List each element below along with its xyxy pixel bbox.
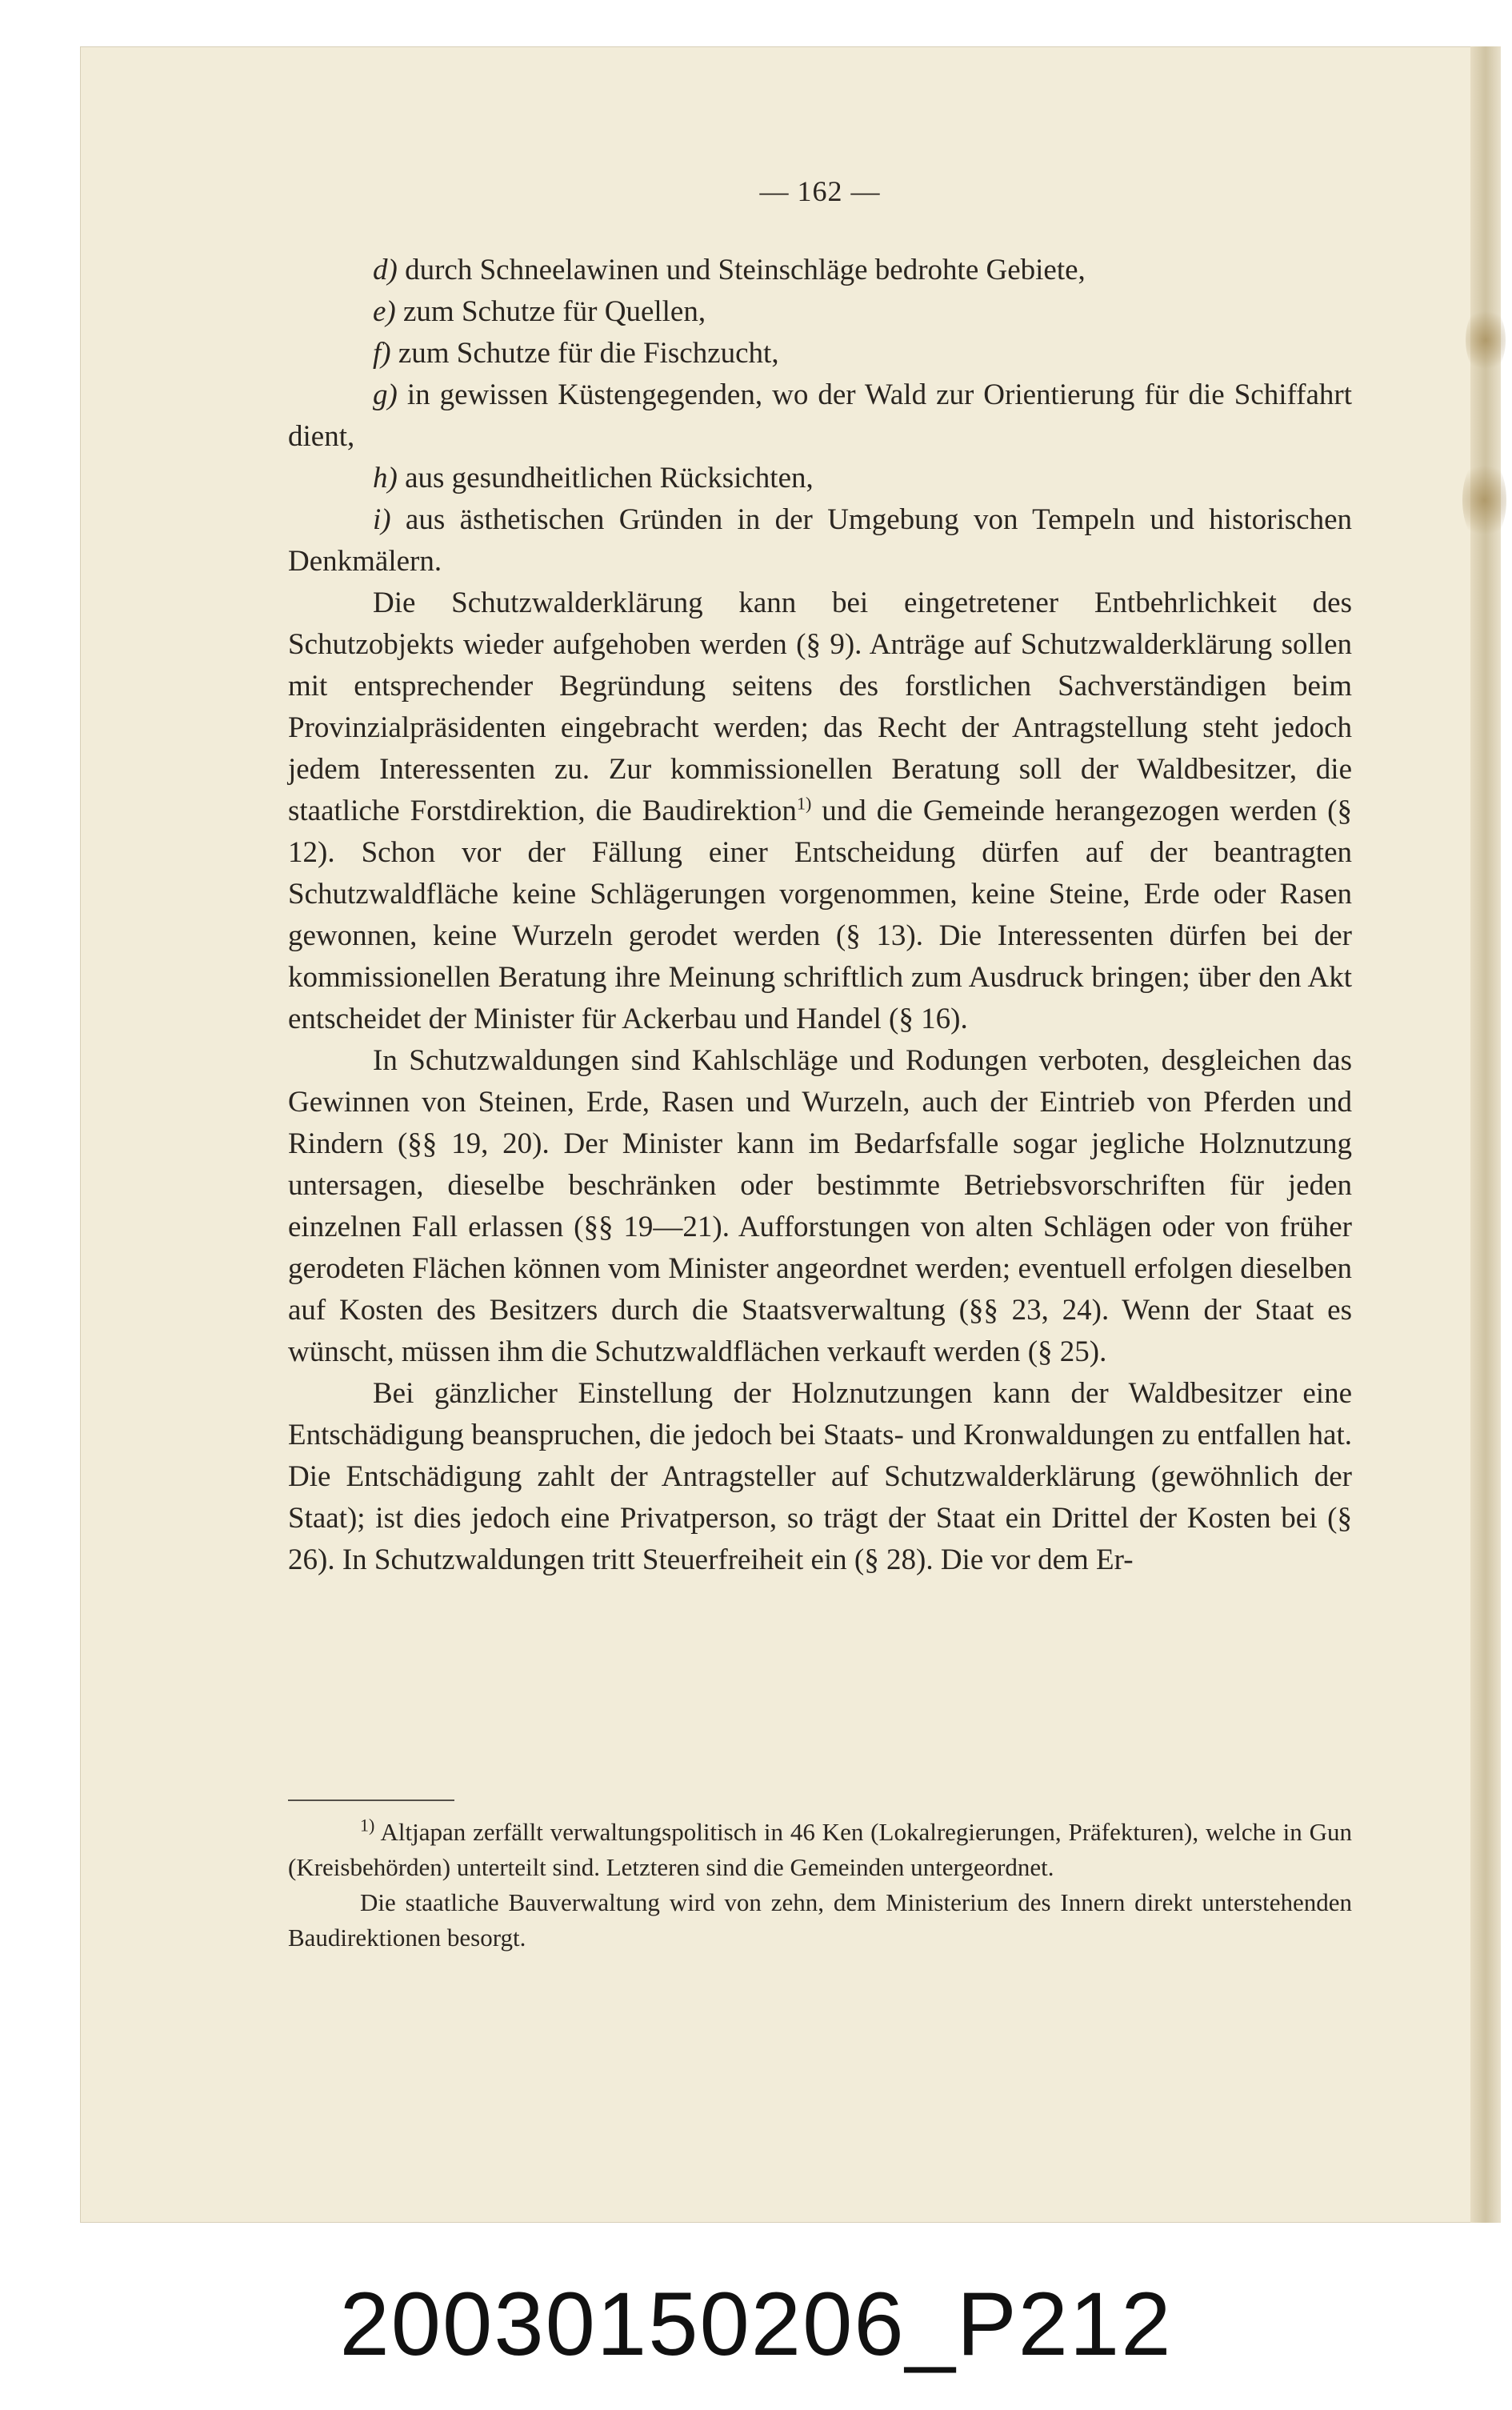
footnote: $^{1)}$ Altjapan zerfällt verwaltungspolitisch in 46 Ken (Lokalregierungen, Präfekturen), welche in Gun (Kreisbehörden) unterteilt sind. Letzteren sind die Gemeinden untergeordnet. — [288, 1815, 1352, 1881]
paragraph: In Schutzwaldungen sind Kahlschläge und Rodungen verboten, desgleichen das Gewinnen von Steinen, Erde, Rasen und Wurzeln, auch der Eintrieb von Pferden und Rindern (§§ 19, 20). Der Minister kann im Bedarfsfalle sogar jegliche Holznutzung untersagen, dieselbe beschränken oder bestimmte Betriebsvorschriften für jeden einzelnen Fall erlassen (§§ 19—21). Aufforstungen von alten Schlägen oder von früher gerodeten Flächen können vom Minister angeordnet werden; eventuell erfolgen dieselben auf Kosten des Besitzers durch die Staatsverwaltung (§§ 23, 24). Wenn der Staat es wünscht, müssen ihm die Schutzwaldflächen verkauft werden (§ 25). — [288, 1044, 1352, 1368]
archive-id-caption: 20030150206_P212 — [339, 2274, 1173, 2374]
list-item: g) in gewissen Küstengegenden, wo der Wald zur Orientierung für die Schiffahrt dient, — [288, 378, 1352, 453]
stain-mark — [1466, 304, 1506, 376]
body-text — [288, 250, 1352, 1581]
list-item: i) aus ästhetischen Gründen in der Umgebung von Tempeln und historischen Denkmälern. — [288, 503, 1352, 578]
footnote: Die staatliche Bauverwaltung wird von zehn, dem Ministerium des Innern direkt unterstehenden Baudirektionen besorgt. — [288, 1888, 1352, 1952]
footnote-marker: 1) — [360, 1815, 375, 1836]
stain-mark — [1462, 456, 1506, 544]
page-number: — 162 — — [759, 175, 881, 207]
list-item: f) zum Schutze für die Fischzucht, — [373, 337, 779, 370]
footnote-reference: 1) — [796, 793, 812, 814]
list-item: h) aus gesundheitlichen Rücksichten, — [373, 462, 814, 494]
footnote-divider — [288, 1799, 454, 1801]
list-item: e) zum Schutze für Quellen, — [373, 295, 706, 328]
paragraph: Die Schutzwalderklärung kann bei eingetretener Entbehrlichkeit des Schutzobjekts wieder aufgehoben werden (§ 9). Anträge auf Schutzwalderklärung sollen mit entsprechender Begründung seitens des forstlichen Sachverständigen beim Provinzialpräsidenten eingebracht werden; das Recht der Antragstellung steht jedoch jedem Interessenten zu. Zur kommissionellen Beratung soll der Waldbesitzer, die staatliche Forstdirektion, die Baudirektion$^{1)}$ und die Gemeinde herangezogen werden (§ 12). Schon vor der Fällung einer Entscheidung dürfen auf der beantragten Schutzwaldfläche keine Schlägerungen vorgenommen, keine Steine, Erde oder Rasen gewonnen, keine Wurzeln gerodet werden (§ 13). Die Interessenten dürfen bei der kommissionellen Beratung ihre Meinung schriftlich zum Ausdruck bringen; über den Akt entscheidet der Minister für Ackerbau und Handel (§ 16). — [288, 586, 1352, 1035]
paragraph: Bei gänzlicher Einstellung der Holznutzungen kann der Waldbesitzer eine Entschädigung beanspruchen, die jedoch bei Staats- und Kronwaldungen zu entfallen hat. Die Entschädigung zahlt der Antragsteller auf Schutzwalderklärung (gewöhnlich der Staat); ist dies jedoch eine Privatperson, so trägt der Staat ein Drittel der Kosten bei (§ 26). In Schutzwaldungen tritt Steuerfreiheit ein (§ 28). Die vor dem Er- — [288, 1377, 1352, 1576]
footnotes — [288, 1815, 1352, 1956]
list-item: d) durch Schneelawinen und Steinschläge bedrohte Gebiete, — [373, 254, 1086, 286]
